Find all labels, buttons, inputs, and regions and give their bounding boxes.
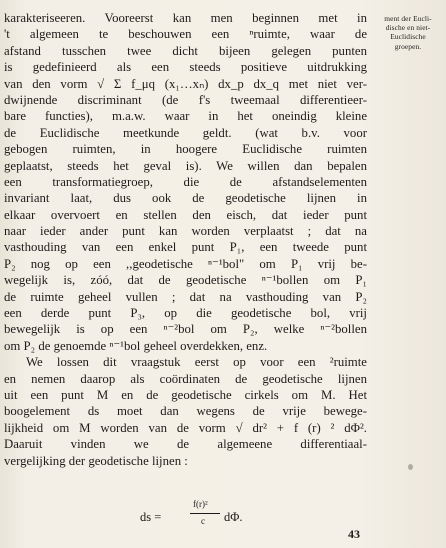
text-line: boogelement ds moet dan wegens de vrije bewege- [4,404,367,419]
margin-note-line: groepen. [394,41,422,51]
text-line: bare functies), m.a.w. waar in het oneindig kleine [4,109,367,124]
text-line: invariant laat, dus ook de geodetische lijnen in [4,191,367,206]
text-line: We lossen dit vraagstuk eerst op voor een ²ruimte [26,355,367,370]
text-line: en nemen daarop als coördinaten de geodetische lijnen [4,371,367,386]
geodesic-formula [140,498,260,538]
text-line: van den vorm √ Σ f_μq (x₁…xₙ) dx_p dx_q met niet ver- [4,76,367,91]
text-line: 't algemeen te beschouwen een ⁿruimte, waar de [4,27,367,42]
margin-note-line: Euclidische [390,32,426,42]
text-line: afstand tusschen twee dicht bijeen gelegen punten [4,43,367,58]
formula-lhs: ds = [140,510,162,524]
text-line: de ruimte geheel vullen ; dat na vasthouding van P₂ [4,289,367,304]
text-line: lijkheid om M worden van de vorm √ dr² + f (r) ² dΦ². [4,420,367,435]
text-line: de Euclidische meetkunde geldt. (wat b.v. voor [4,125,367,140]
text-line: wegelijk is, zóó, dat de geodetische ⁿ⁻¹bollen om P₁ [4,273,367,288]
text-line: om P₂ de genoemde ⁿ⁻¹bol geheel overdekken, enz. [4,338,268,353]
formula-rest: dΦ. [224,510,243,524]
text-line: dwijnende discriminant (de f's tweemaal differentieer- [4,92,367,107]
text-line: een derde punt P₃, op die geodetische bol, vrij [4,306,367,321]
text-line: elkaar overvoert en stellen den eisch, dat ieder punt [4,207,367,222]
body-text [0,10,367,469]
text-line: naar ieder ander punt kan worden verplaatst ; dat na [4,224,367,239]
text-line: Daaruit vinden we de algemeene differentiaal- [4,437,367,452]
text-line: karakteriseeren. Vooreerst kan men beginnen met in [4,11,367,25]
text-line: is gedefinieerd als een steeds positieve uitdrukking [4,60,367,75]
formula-denominator: c [201,516,205,526]
formula-numerator: f(r)² [193,499,208,509]
margin-note [372,14,444,51]
margin-note-line: dische en niet- [385,23,431,33]
fraction-bar [190,513,220,514]
text-line: uit een punt M en de geodetische cirkels om M. Het [4,387,367,402]
page-number: 43 [348,527,360,541]
text-line: P₂ nog op een ,,geodetische ⁿ⁻¹bol" om P₁ vrij be- [4,256,367,271]
text-line: een transformatiegroep, die de afstandselementen [4,174,367,189]
margin-note-line: ment der Eucli- [384,14,432,23]
text-line: vergelijking der geodetische lijnen : [4,453,188,468]
ink-smudge [408,464,413,470]
text-line: geplaatst, steeds het geval is). We willen dan bepalen [4,158,367,173]
text-line: gebogen ruimten, in hoogere Euclidische ruimten [4,142,367,157]
text-line: bewegelijk is op een ⁿ⁻²bol om P₂, welke ⁿ⁻²bollen [4,322,367,337]
text-line: vasthouding van een enkel punt P₁, een tweede punt [4,240,367,255]
